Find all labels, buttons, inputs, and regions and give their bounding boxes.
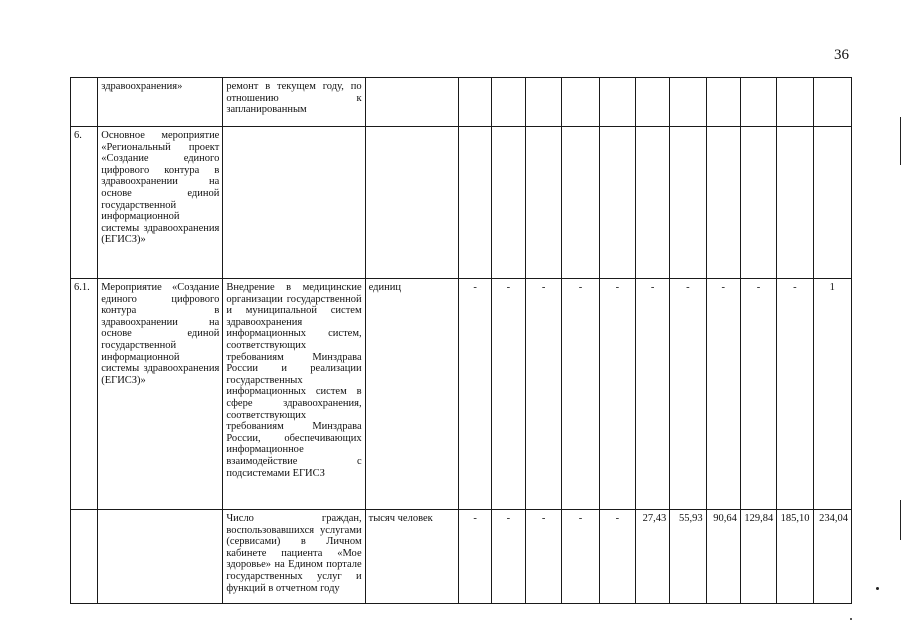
value-cell: 1 [813, 279, 852, 510]
scan-edge-line-top [900, 117, 901, 165]
value-cell [526, 127, 562, 279]
unit-cell [365, 78, 459, 127]
value-cell: - [526, 510, 562, 604]
row-number: 6.1. [71, 279, 98, 510]
value-cell: 234,04 [813, 510, 852, 604]
table-row [71, 279, 852, 510]
value-cell [706, 127, 740, 279]
table-row [71, 127, 852, 279]
row-number [71, 510, 98, 604]
value-cell [813, 78, 852, 127]
value-cell [670, 78, 706, 127]
value-cell [459, 127, 491, 279]
indicators-table [70, 77, 852, 604]
value-cell: 129,84 [740, 510, 776, 604]
value-cell: - [526, 279, 562, 510]
activity-name: Основное мероприятие «Региональный проект «Создание единого цифрового контура в здравоохранении на основе единой государственной информационной системы здравоохранения (ЕГИСЗ)» [98, 127, 223, 279]
value-cell: - [562, 510, 599, 604]
value-cell: - [459, 279, 491, 510]
value-cell: 55,93 [670, 510, 706, 604]
value-cell: - [491, 510, 525, 604]
unit-cell: единиц [365, 279, 459, 510]
value-cell: - [777, 279, 813, 510]
value-cell: - [599, 279, 635, 510]
value-cell [777, 127, 813, 279]
activity-name: Мероприятие «Создание единого цифрового контура в здравоохранении на основе единой государственной информационной системы здравоохранения (ЕГИСЗ)» [98, 279, 223, 510]
indicator-name: ремонт в текущем году, по отношению к запланированным [223, 78, 365, 127]
value-cell [562, 127, 599, 279]
table-row [71, 78, 852, 127]
value-cell: - [635, 279, 669, 510]
value-cell [740, 78, 776, 127]
scan-dot [850, 618, 852, 620]
value-cell: - [599, 510, 635, 604]
value-cell [635, 127, 669, 279]
value-cell: - [706, 279, 740, 510]
scan-edge-line-bottom [900, 500, 901, 540]
value-cell [599, 78, 635, 127]
value-cell [740, 127, 776, 279]
indicator-name [223, 127, 365, 279]
value-cell [777, 78, 813, 127]
activity-name [98, 510, 223, 604]
value-cell [526, 78, 562, 127]
value-cell: - [562, 279, 599, 510]
indicator-name: Число граждан, воспользовавшихся услугами (сервисами) в Личном кабинете пациента «Мое здоровье» на Едином портале государственных услуг и функций в отчетном году [223, 510, 365, 604]
value-cell [562, 78, 599, 127]
value-cell [813, 127, 852, 279]
unit-cell [365, 127, 459, 279]
activity-name: здравоохранения» [98, 78, 223, 127]
value-cell [670, 127, 706, 279]
value-cell [459, 78, 491, 127]
table-row [71, 510, 852, 604]
value-cell: - [670, 279, 706, 510]
value-cell [706, 78, 740, 127]
value-cell [635, 78, 669, 127]
value-cell [491, 78, 525, 127]
value-cell [491, 127, 525, 279]
value-cell: - [459, 510, 491, 604]
value-cell: 27,43 [635, 510, 669, 604]
value-cell: 185,10 [777, 510, 813, 604]
value-cell [599, 127, 635, 279]
row-number [71, 78, 98, 127]
row-number: 6. [71, 127, 98, 279]
value-cell: - [740, 279, 776, 510]
value-cell: - [491, 279, 525, 510]
indicator-name: Внедрение в медицинские организации государственной и муниципальной систем здравоохранения информационных систем, соответствующих требованиям Минздрава России и реализации государственных информационных систем в сфере здравоохранения, соответствующих требованиям Минздрава России, обеспечивающих информационное взаимодействие с подсистемами ЕГИСЗ [223, 279, 365, 510]
value-cell: 90,64 [706, 510, 740, 604]
scan-dot [876, 587, 879, 590]
unit-cell: тысяч человек [365, 510, 459, 604]
page-number: 36 [834, 47, 849, 63]
